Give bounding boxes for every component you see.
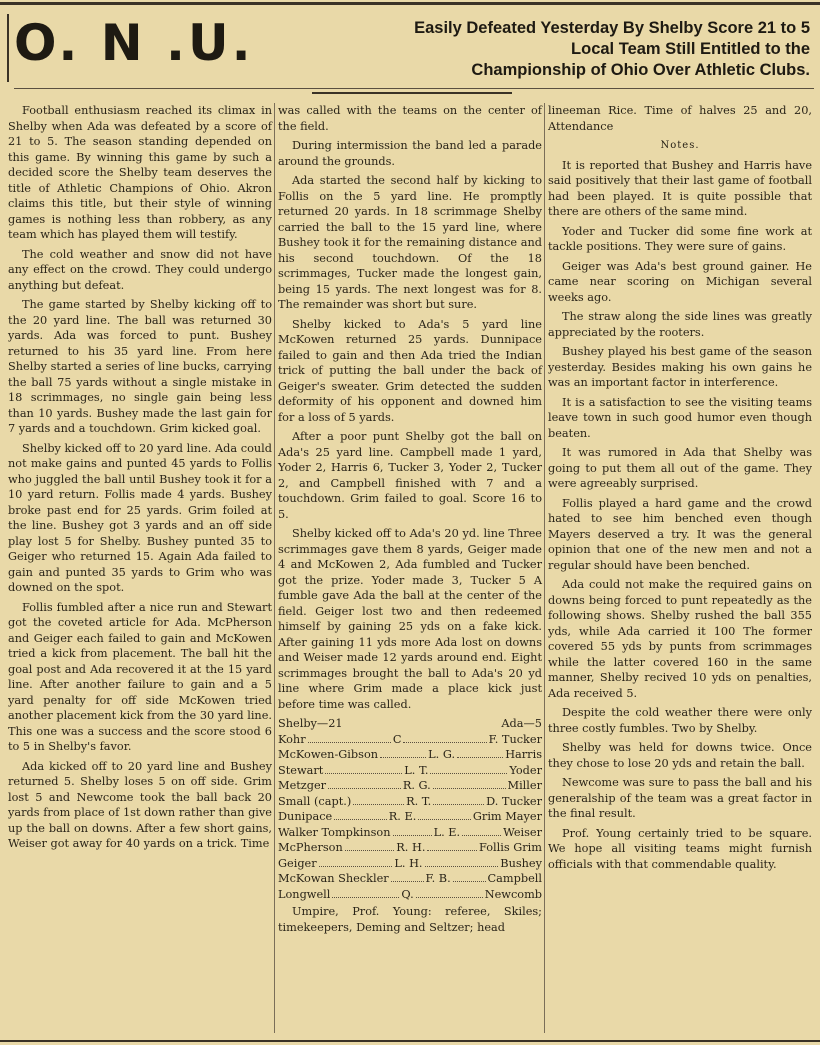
officials-text: Umpire, Prof. Young: referee, Skiles; timekeepers, Deming and Seltzer; head: [278, 905, 542, 934]
leader-dots: [425, 866, 499, 867]
position: R. G.: [402, 779, 431, 792]
paragraph: Despite the cold weather there were only three costly fumbles. Two by Shelby.: [548, 706, 812, 735]
paragraph: Follis played a hard game and the crowd hated to see him benched even though Mayers deserved a try. It was the general opinion that one of the new men and not a regular should have been benched.: [548, 496, 812, 572]
paragraph: Bushey played his best game of the season yesterday. Besides making his own gains he was an important factor in interference.: [548, 345, 812, 389]
position: Q.: [401, 887, 414, 901]
bottom-rule: [0, 1040, 820, 1042]
lineup-row: [278, 825, 542, 841]
position: F. B.: [425, 872, 451, 885]
paragraph: was called with the teams on the center of the field.: [278, 104, 542, 133]
lineup-row: [278, 778, 542, 794]
lineup-row: [278, 747, 542, 763]
lineup-team-ada: Ada—5: [501, 717, 542, 730]
paragraph: It is a satisfaction to see the visiting teams leave town in such good humor even though beaten.: [548, 395, 812, 440]
headline-line-3: Championship of Ohio Over Athletic Clubs.: [471, 61, 810, 79]
paragraph: Shelby kicked to Ada's 5 yard line McKowen returned 25 yards. Dunnipace failed to gain and then Ada tried the Indian trick of putting the ball under the back of Geiger's sweater. Grim detected the sudden deformity of his opponent and downed him for a loss of 5 yards.: [278, 317, 542, 424]
paragraph: It is reported that Bushey and Harris have said positively that their last game of football had been played. It is quite possible that there are others of the same mind.: [548, 158, 812, 218]
notes-heading: Notes.: [660, 140, 700, 151]
leader-dots: [319, 866, 393, 867]
paragraph: Follis fumbled after a nice run and Stewart got the coveted article for Ada. McPherson and Geiger each failed to gain and McKowen tried a kick from placement. The ball hit the goal post and Ada recovered it at the 15 yard line. After another failure to gain and a 5 yard penalty for off side McKowen tried another placement kick from the 30 yard line. This one was a success and the score stood 6 to 5 in Shelby's favor.: [8, 600, 272, 753]
leader-dots: [353, 804, 404, 805]
ada-player: Campbell: [487, 872, 542, 885]
lineup-row: [278, 871, 542, 887]
ada-player: Newcomb: [484, 887, 543, 901]
position: R. E.: [388, 810, 417, 823]
column-1: [8, 103, 272, 856]
leader-dots: [332, 897, 399, 898]
lineup-row: [278, 856, 542, 872]
ada-player: F. Tucker: [488, 732, 542, 746]
lineup-header: [278, 716, 542, 732]
position: R. T.: [406, 794, 432, 808]
leader-dots: [430, 773, 507, 774]
headline-line-2: Local Team Still Entitled to the: [571, 40, 810, 58]
center-rule: [312, 92, 512, 94]
masthead-rule: [7, 14, 9, 82]
position: C: [392, 732, 402, 746]
position: L. G.: [428, 748, 456, 761]
paragraph: lineeman Rice. Time of halves 25 and 20, Attendance: [548, 104, 812, 133]
shelby-player: Walker Tompkinson: [278, 825, 391, 839]
paragraph: Geiger was Ada's best ground gainer. He came near scoring on Michigan several weeks ago.: [548, 259, 812, 304]
shelby-player: Stewart: [278, 763, 324, 777]
shelby-player: Kohr: [278, 732, 306, 746]
leader-dots: [403, 742, 486, 743]
lineup-row: [278, 887, 542, 903]
column-2: [278, 103, 542, 939]
position: L. E.: [433, 825, 461, 839]
leader-dots: [325, 773, 402, 774]
leader-dots: [334, 819, 387, 820]
leader-dots: [391, 881, 424, 882]
paragraph: Ada kicked off to 20 yard line and Bushey returned 5. Shelby loses 5 on off side. Grim lost 5 and Newcome took the ball back 20 yards from place of 1st down rather than give up the ball on downs. After a few short gains, Weiser got away for 40 yards on a trick. Time: [8, 759, 272, 850]
paragraph: During intermission the band led a parade around the grounds.: [278, 139, 542, 168]
ada-player: Bushey: [500, 856, 542, 870]
shelby-player: McKowen-Gibson: [278, 748, 379, 761]
ada-player: D. Tucker: [486, 794, 542, 808]
leader-dots: [462, 835, 501, 836]
position: L. H.: [394, 856, 423, 870]
paragraph: The cold weather and snow did not have any effect on the crowd. They could undergo anything but defeat.: [8, 247, 272, 292]
leader-dots: [433, 788, 506, 789]
paragraph: Football enthusiasm reached its climax in Shelby when Ada was defeated by a score of 21 to 5. The season standing depended on this game. By winning this game by such a decided score the Shelby team deserves the title of Athletic Champions of Ohio. Akron claims this title, but their style of winning games is nothing less than robbery, as any team which has played them will testify.: [8, 104, 272, 241]
leader-dots: [427, 850, 477, 851]
shelby-player: McKowan Sheckler: [278, 872, 389, 885]
paragraph: Prof. Young certainly tried to be square. We hope all visiting teams might furnish officials with that commendable quality.: [548, 826, 812, 871]
lineup-row: [278, 809, 542, 825]
ada-player: Weiser: [503, 825, 543, 839]
shelby-player: Longwell: [278, 887, 331, 901]
lineup-team-shelby: Shelby—21: [278, 717, 343, 730]
position: L. T.: [404, 763, 429, 777]
leader-dots: [418, 819, 471, 820]
paragraph: Ada could not make the required gains on downs being forced to punt repeatedly as the following shows. Shelby rushed the ball 355 yds, while Ada carried it 100 The former covered 55 yds by punts from scrimmages while the latter covered 160 in the same manner, Shelby recived 10 yds on penalties, Ada received 5.: [548, 578, 812, 700]
paragraph: Yoder and Tucker did some fine work at tackle positions. They were sure of gains.: [548, 224, 812, 253]
ada-player: Follis Grim: [479, 841, 542, 854]
shelby-player: Geiger: [278, 856, 317, 870]
column-3: [548, 103, 812, 876]
leader-dots: [345, 850, 395, 851]
column-rule: [274, 103, 275, 1033]
ada-player: Miller: [507, 779, 542, 792]
lineup-row: [278, 840, 542, 856]
paragraph: Shelby kicked off to Ada's 20 yd. line Three scrimmages gave them 8 yards, Geiger made 4 and McKowen 2, Ada fumbled and Tucker got the prize. Yoder made 3, Tucker 5 A fumble gave Ada the ball at the center of the field. Geiger lost two and then redeemed himself by gaining 25 yds on a fake kick. After gaining 11 yds more Ada lost on downs and Weiser made 12 yards around end. Eight scrimmages brought the ball to Ada's 20 yd line where Grim made a place kick just before time was called.: [278, 527, 542, 711]
ada-player: Harris: [505, 748, 542, 761]
leader-dots: [453, 881, 486, 882]
lineup-row: [278, 732, 542, 748]
leader-dots: [328, 788, 401, 789]
paragraph: The game started by Shelby kicking off to the 20 yard line. The ball was returned 30 yards. Ada was forced to punt. Bushey returned to his 35 yard line. From here Shelby started a series of line bucks, carrying the ball 75 yards without a single mistake in 18 scrimmages, no single gain being less than 10 yards. Bushey made the last gain for 7 yards and a touchdown. Grim kicked goal.: [8, 298, 272, 435]
leader-dots: [308, 742, 391, 743]
top-rule: [0, 2, 820, 5]
lineup-row: [278, 763, 542, 779]
paragraph: Shelby was held for downs twice. Once they chose to lose 20 yds and retain the ball.: [548, 741, 812, 770]
header-divider: [14, 88, 814, 89]
lineup-row: [278, 794, 542, 810]
leader-dots: [380, 757, 426, 758]
shelby-player: Dunipace: [278, 810, 333, 823]
shelby-player: Metzger: [278, 779, 327, 792]
ada-player: Grim Mayer: [472, 810, 543, 823]
lineup-rows: [278, 732, 542, 903]
leader-dots: [393, 835, 432, 836]
shelby-player: McPherson: [278, 841, 343, 854]
column-rule: [544, 103, 545, 1033]
headline-line-1: Easily Defeated Yesterday By Shelby Score 21 to 5: [414, 19, 810, 37]
paragraph: Newcome was sure to pass the ball and his generalship of the team was a great factor in the final result.: [548, 776, 812, 820]
leader-dots: [433, 804, 484, 805]
paragraph: The straw along the side lines was greatly appreciated by the rooters.: [548, 310, 812, 339]
paragraph: It was rumored in Ada that Shelby was going to put them all out of the game. They were agreeably surprised.: [548, 446, 812, 490]
masthead-title: O. N .U.: [14, 14, 254, 72]
headline: [190, 18, 810, 81]
paragraph: Ada started the second half by kicking to Follis on the 5 yard line. He promptly returned 20 yards. In 18 scrimmage Shelby carried the ball to the 15 yard line, where Bushey took it for the remaining distance and his second touchdown. Of the 18 scrimmages, Tucker made the longest gain, being 15 yards. The next longest was for 8. The remainder was short but sure.: [278, 174, 542, 311]
leader-dots: [416, 897, 483, 898]
position: R. H.: [396, 841, 426, 854]
shelby-player: Small (capt.): [278, 794, 352, 808]
paragraph: After a poor punt Shelby got the ball on Ada's 25 yard line. Campbell made 1 yard, Yoder 2, Harris 6, Tucker 3, Yoder 2, Tucker 2, and Campbell finished with 7 and a touchdown. Grim failed to goal. Score 16 to 5.: [278, 430, 542, 521]
paragraph: Shelby kicked off to 20 yard line. Ada could not make gains and punted 45 yards to Follis who juggled the ball until Bushey took it for a 10 yard return. Follis made 4 yards. Bushey broke past end for 25 yards. Grim foiled at the line. Bushey got 3 yards and an off side play lost 5 for Shelby. Bushey punted 35 to Geiger who returned 15. Again Ada failed to gain and punted 35 yards to Grim who was downed on the spot.: [8, 441, 272, 594]
leader-dots: [457, 757, 503, 758]
lineup-table: [278, 716, 542, 935]
ada-player: Yoder: [509, 763, 543, 777]
